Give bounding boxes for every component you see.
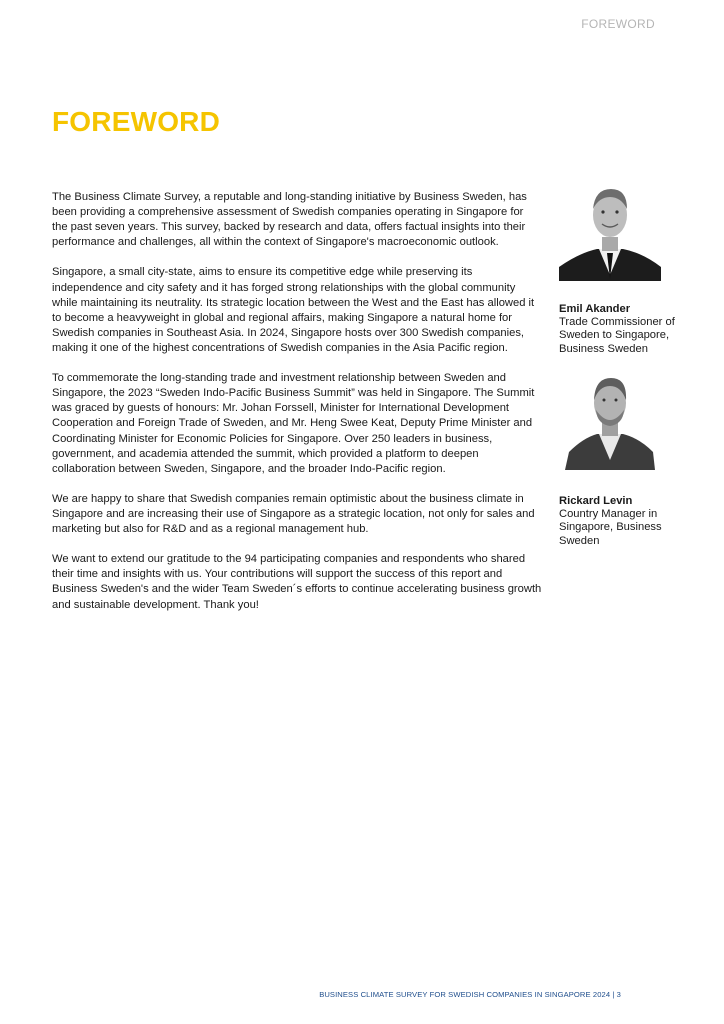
person-role: Country Manager in Singapore, Business Sweden [559,508,662,547]
paragraph-optimism: We are happy to share that Swedish companies remain optimistic about the business climate in Singapore and are increasing their use of Singapore as a strategic location, not only for sales and marketing but also for R&D and as a regional management hub. [52,492,535,536]
paragraph-singapore: Singapore, a small city-state, aims to ensure its competitive edge while preserving its independence and city safety and it has forged strong relationships with the global community while maintaining its neutrality. Its strategic location between the West and the East has allowed it to become a heavyweight in global and regional affairs, making Singapore a natural home for Swedish companies in Southeast Asia. In 2024, Singapore hosts over 300 Swedish companies, making it one of the highest concentrations of Swedish companies in the Asia Pacific region. [52,266,535,354]
foreword-body [52,190,542,628]
portrait-rickard-levin [565,370,667,472]
person-rickard-levin [559,495,689,548]
person-name: Rickard Levin [559,495,633,507]
person-emil-akander [559,303,689,356]
section-header-label: FOREWORD [581,17,655,31]
paragraph-intro: The Business Climate Survey, a reputable and long-standing initiative by Business Sweden, has been providing a comprehensive assessment of Swedish companies operating in Singapore for the past seven years. This survey, backed by research and data, offers factual insights into their performance and challenges, all within the context of Singapore's macroeconomic outlook. [52,191,527,249]
person-role: Trade Commissioner of Sweden to Singapore, Business Sweden [559,316,675,355]
person-name: Emil Akander [559,303,631,315]
portrait-emil-akander [559,179,661,281]
page-footer: BUSINESS CLIMATE SURVEY FOR SWEDISH COMPANIES IN SINGAPORE 2024 | 3 [319,990,621,999]
paragraph-gratitude: We want to extend our gratitude to the 94 participating companies and respondents who shared their time and insights with us. Your contributions will support the success of this report and Business Sweden's and the wider Team Sweden´s efforts to continue accelerating business growth and sustainable development. Thank you! [52,553,542,611]
page-title: FOREWORD [52,106,221,137]
paragraph-summit: To commemorate the long-standing trade and investment relationship between Sweden and Singapore, the 2023 “Sweden Indo-Pacific Business Summit” was held in Singapore. The Summit was graced by guests of honours: Mr. Johan Forssell, Minister for International Development Cooperation and Foreign Trade of Sweden, and Mr. Heng Swee Keat, Deputy Prime Minister and Coordinating Minister for Economic Policies for Singapore. Over 250 leaders in business, government, and academia attended the summit, which provided a platform to deepen collaboration between Sweden, Singapore, and the broader Indo-Pacific region. [52,372,535,475]
